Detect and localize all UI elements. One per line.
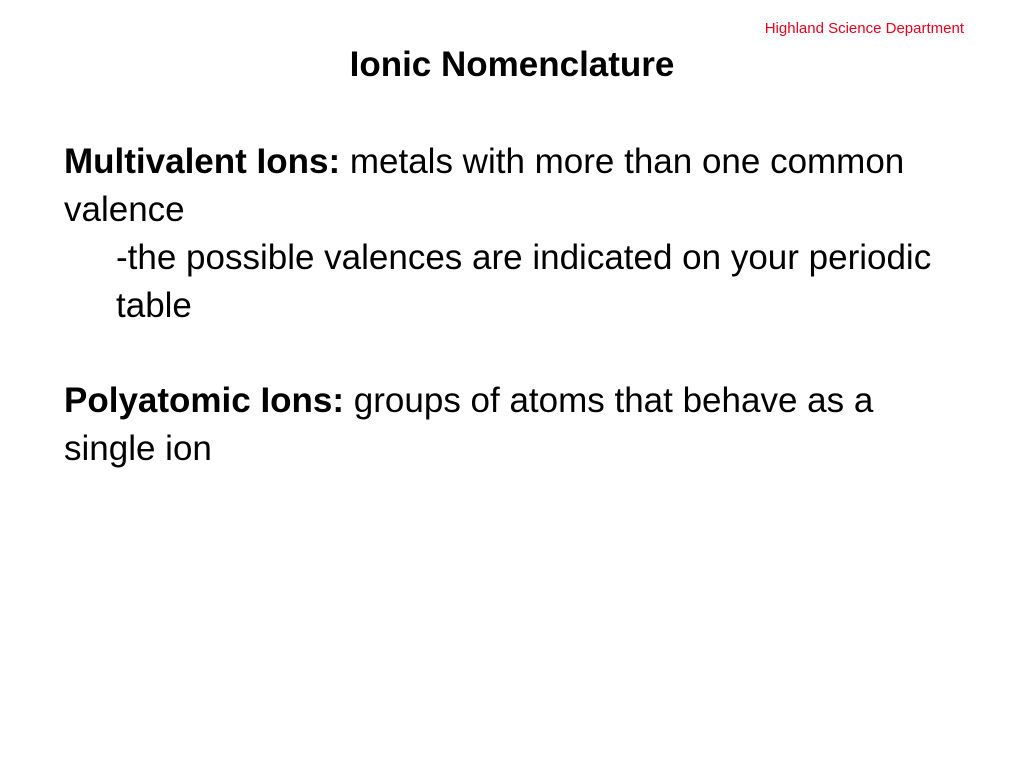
paragraph-spacer <box>64 330 964 377</box>
polyatomic-ions-text: groups of atoms that behave as a single ion <box>64 381 874 468</box>
multivalent-ions-text: metals with more than one common valence <box>64 142 905 229</box>
slide-body <box>64 138 964 473</box>
multivalent-ions-term: Multivalent Ions: <box>64 142 341 181</box>
slide-title: Ionic Nomenclature <box>349 45 675 84</box>
polyatomic-ions-term: Polyatomic Ions: <box>64 381 345 420</box>
multivalent-ions-definition <box>64 138 964 234</box>
multivalent-ions-subpoint: -the possible valences are indicated on your periodic table <box>116 238 932 325</box>
polyatomic-ions-definition <box>64 377 964 473</box>
department-label: Highland Science Department <box>764 20 964 37</box>
